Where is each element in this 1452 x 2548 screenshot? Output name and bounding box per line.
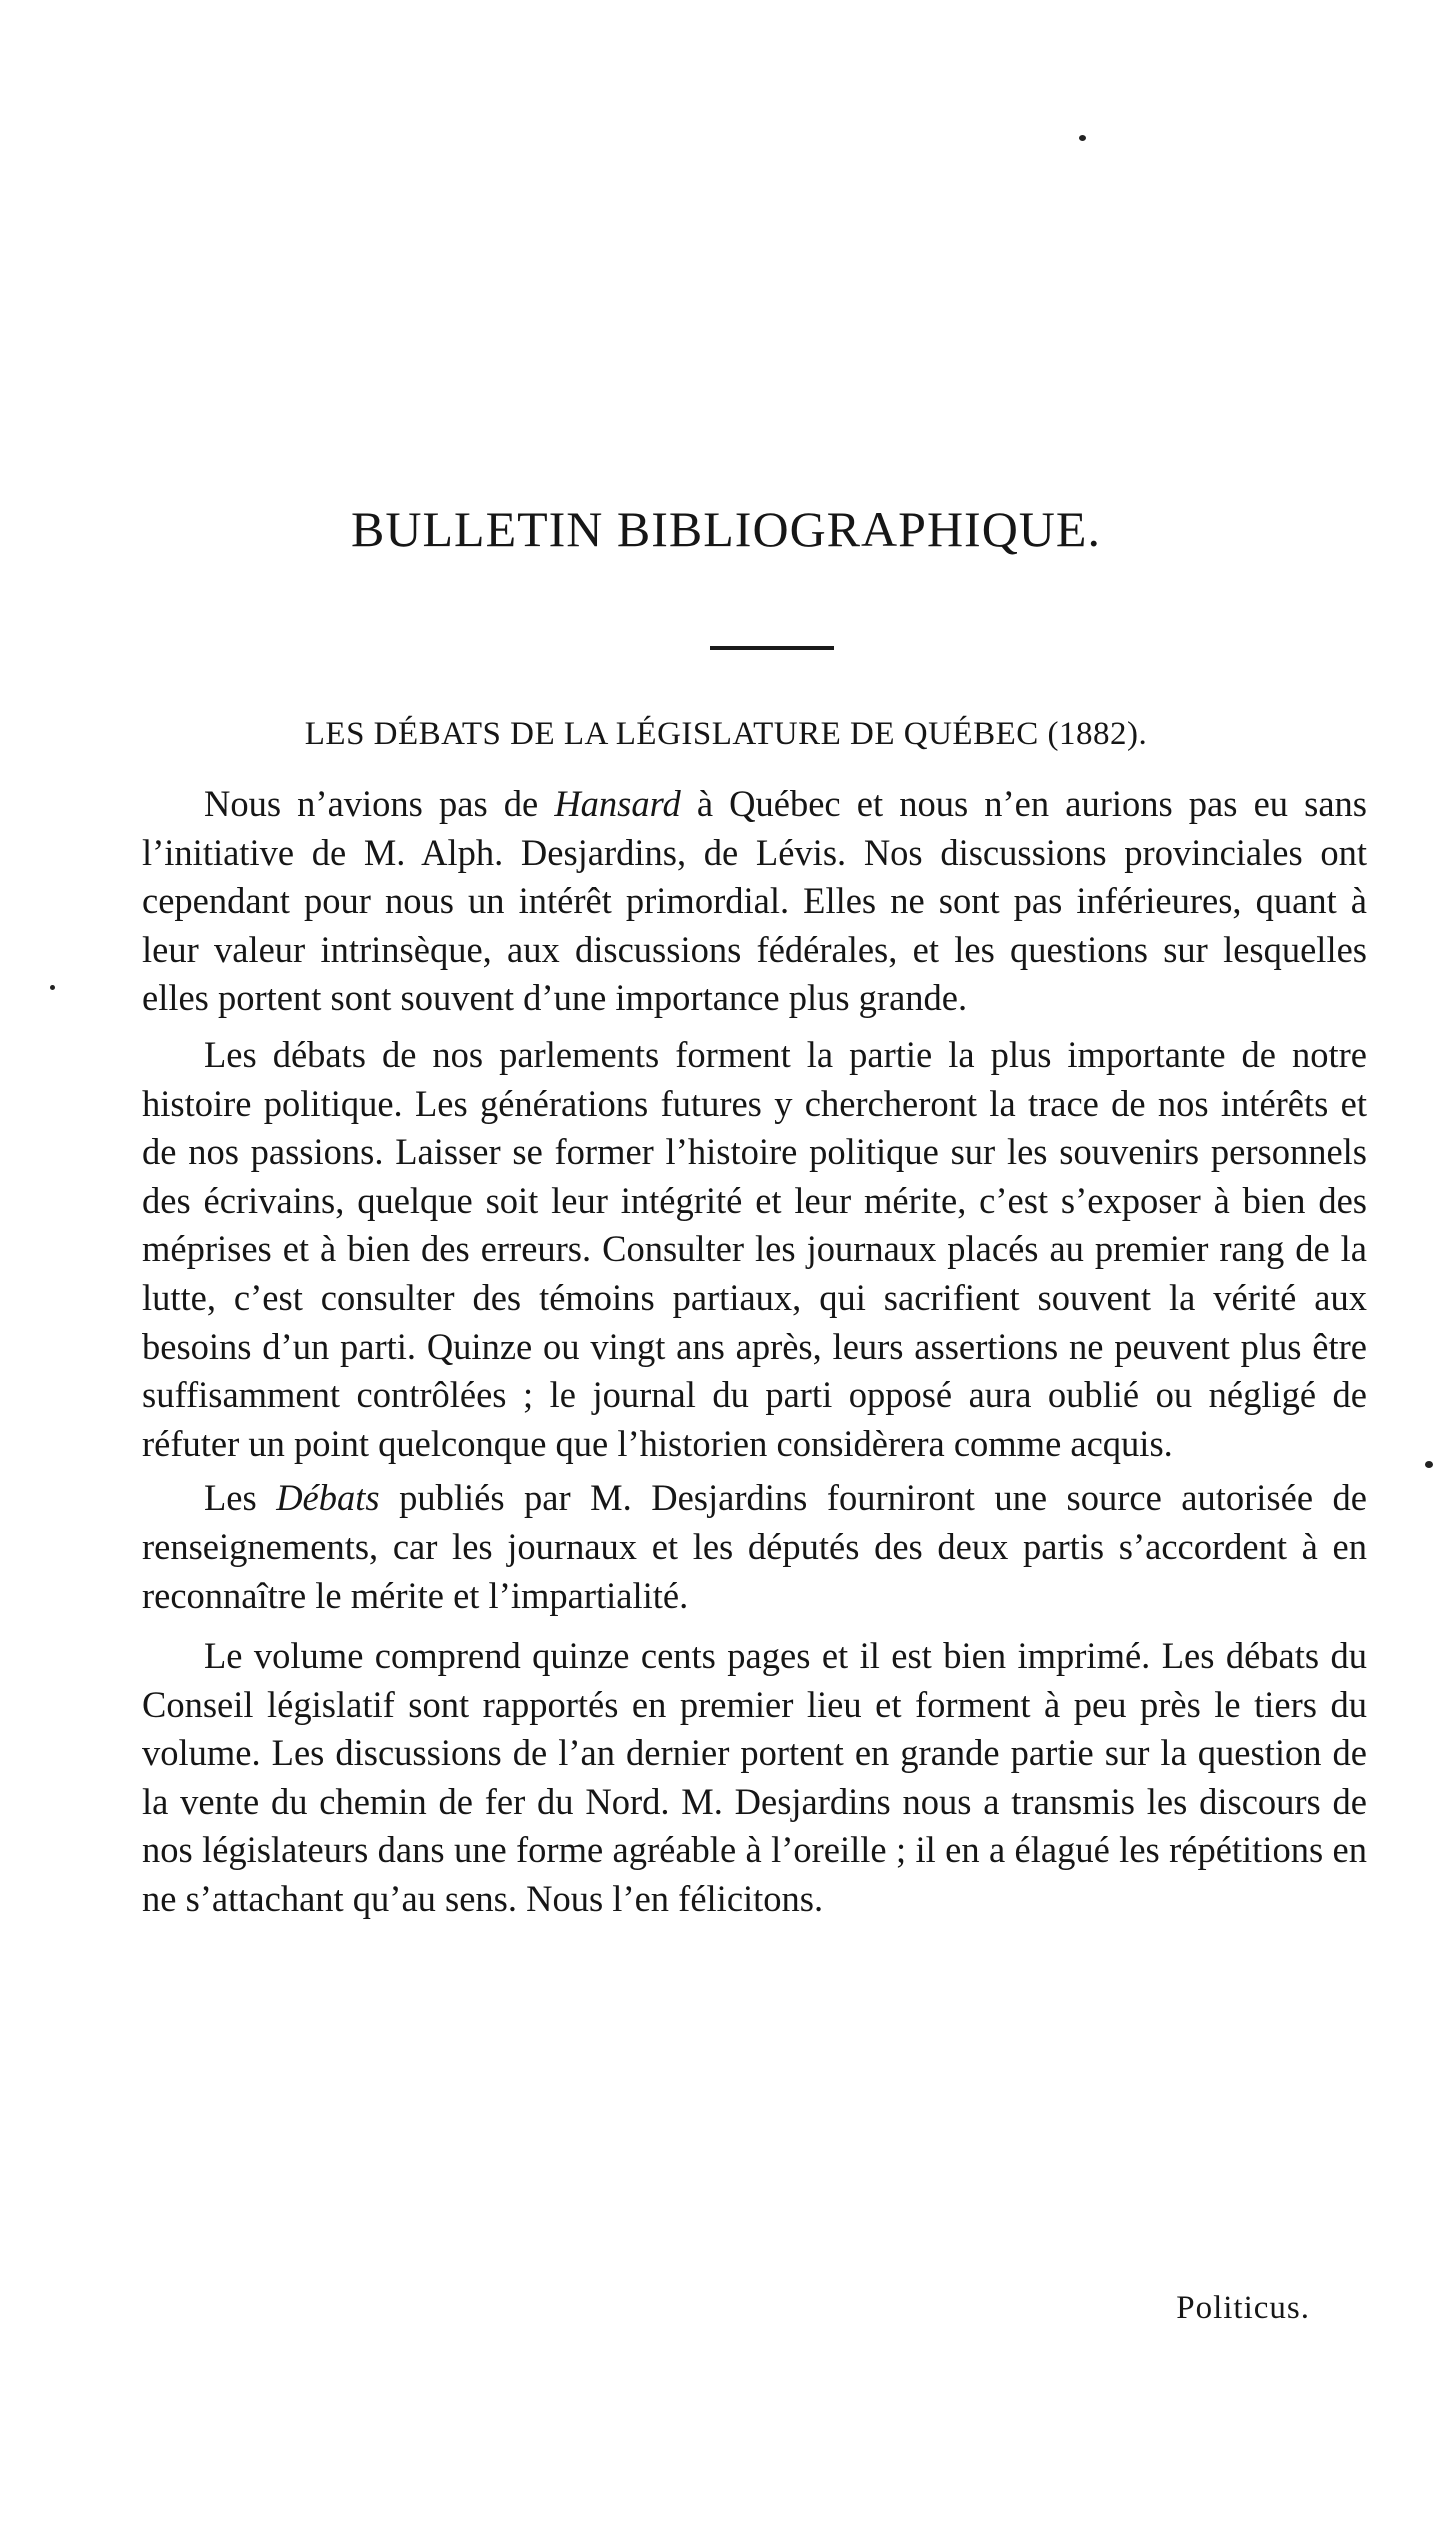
ink-speck xyxy=(50,985,55,990)
paragraph-3: Les Débats publiés par M. Desjardins fourniront une source autorisée de renseignements, car les journaux et les députés des deux partis s’accordent à en reconnaître le mérite et l’impartialité. xyxy=(142,1477,1367,1616)
title-divider xyxy=(710,646,834,650)
italic-term-hansard: Hansard xyxy=(554,783,681,824)
article-body xyxy=(142,780,1367,1924)
ink-speck xyxy=(1079,135,1086,141)
paragraph-4: Le volume comprend quinze cents pages et il est bien imprimé. Les débats du Conseil législatif sont rapportés en premier lieu et forment à peu près le tiers du volume. Les discussions de l’an dernier portent en grande partie sur la question de la vente du chemin de fer du Nord. M. Desjardins nous a transmis les discours de nos législateurs dans une forme agréable à l’oreille ; il en a élagué les répétitions en ne s’attachant qu’au sens. Nous l’en félicitons. xyxy=(142,1635,1367,1920)
page-title: BULLETIN BIBLIOGRAPHIQUE. xyxy=(351,501,1101,557)
section-title: LES DÉBATS DE LA LÉGISLATURE DE QUÉBEC (1882). xyxy=(304,716,1148,752)
paragraph-1: Nous n’avions pas de Hansard à Québec et nous n’en aurions pas eu sans l’initiative de M. Alph. Desjardins, de Lévis. Nos discussions provinciales ont cependant pour nous un intérêt primordial. Elles ne sont pas inférieures, quant à leur valeur intrinsèque, aux discussions fédérales, et les questions sur lesquelles elles portent sont souvent d’une importance plus grande. xyxy=(142,783,1367,1019)
paragraph-2: Les débats de nos parlements forment la partie la plus importante de notre histoire politique. Les générations futures y chercheront la trace de nos intérêts et de nos passions. Laisser se former l’histoire politique sur les souvenirs personnels des écrivains, quelque soit leur intégrité et leur mérite, c’est s’exposer à bien des méprises et à bien des erreurs. Consulter les journaux placés au premier rang de la lutte, c’est consulter des témoins partiaux, qui sacrifient souvent la vérité aux besoins d’un parti. Quinze ou vingt ans après, leurs assertions ne peuvent plus être suffisamment contrôlées ; le journal du parti opposé aura oublié ou négligé de réfuter un point quelconque que l’historien considèrera comme acquis. xyxy=(142,1033,1367,1464)
ink-speck xyxy=(1425,1461,1433,1468)
author-signature: Politicus. xyxy=(1176,2290,1310,2326)
italic-term-debats: Débats xyxy=(276,1477,380,1519)
